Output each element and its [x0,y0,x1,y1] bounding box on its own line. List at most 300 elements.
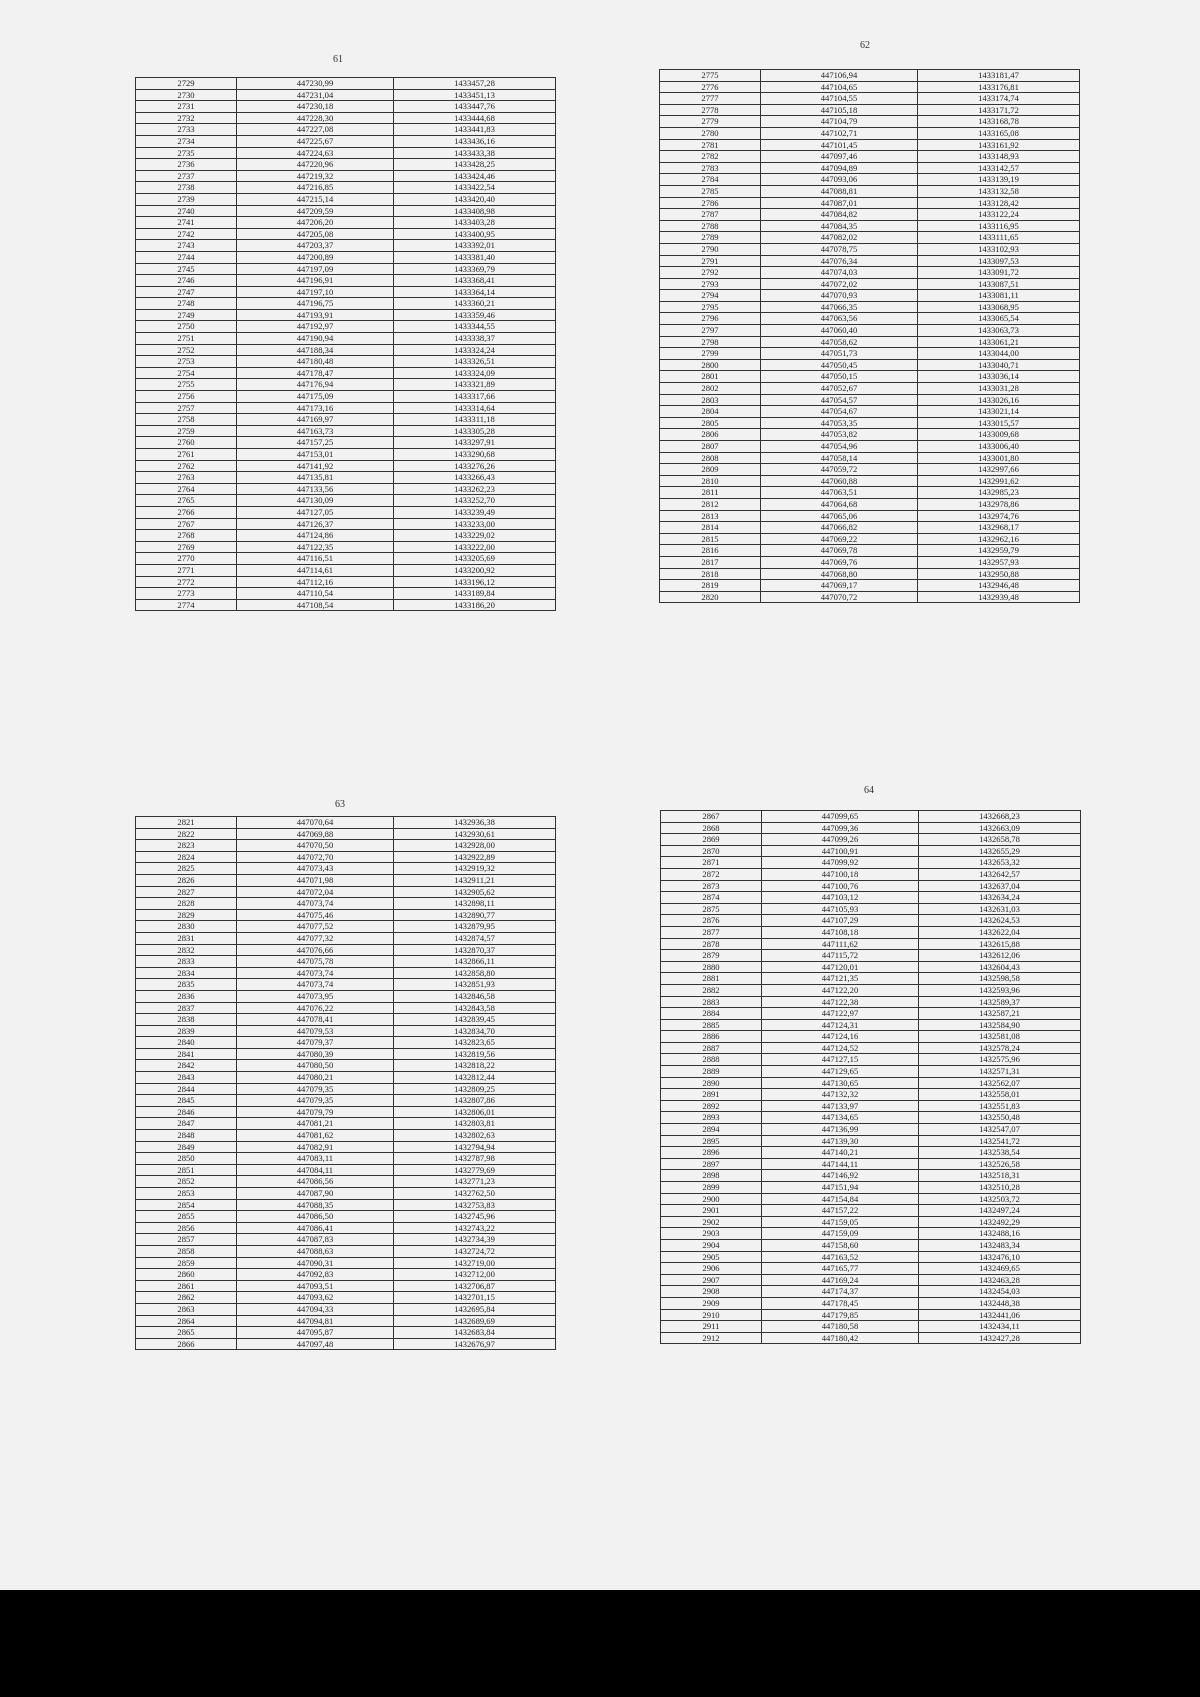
y-coordinate-cell: 1432622,04 [919,926,1081,938]
table-row [661,845,1081,857]
point-number-cell: 2839 [136,1025,237,1037]
table-row [660,301,1080,313]
table-row [661,1263,1081,1275]
x-coordinate-cell: 447153,01 [237,449,394,461]
y-coordinate-cell: 1432562,07 [919,1077,1081,1089]
y-coordinate-cell: 1432771,23 [394,1176,556,1188]
table-row [661,1147,1081,1159]
point-number-cell: 2816 [660,545,761,557]
table-row [136,217,556,229]
y-coordinate-cell: 1432807,86 [394,1095,556,1107]
point-number-cell: 2826 [136,874,237,886]
x-coordinate-cell: 447060,88 [761,475,918,487]
table-row [136,1315,556,1327]
x-coordinate-cell: 447086,50 [237,1211,394,1223]
y-coordinate-cell: 1432593,96 [919,984,1081,996]
table-row [136,460,556,472]
x-coordinate-cell: 447084,11 [237,1164,394,1176]
y-coordinate-cell: 1432762,50 [394,1188,556,1200]
x-coordinate-cell: 447080,21 [237,1072,394,1084]
page-number-63: 63 [335,799,345,810]
table-row [661,1124,1081,1136]
y-coordinate-cell: 1432939,48 [918,591,1080,603]
y-coordinate-cell: 1433297,91 [394,437,556,449]
y-coordinate-cell: 1432615,88 [919,938,1081,950]
x-coordinate-cell: 447169,24 [762,1274,919,1286]
table-row [136,886,556,898]
point-number-cell: 2877 [661,926,762,938]
x-coordinate-cell: 447107,29 [762,915,919,927]
y-coordinate-cell: 1433102,93 [918,243,1080,255]
point-number-cell: 2867 [661,811,762,823]
y-coordinate-cell: 1432978,86 [918,498,1080,510]
table-row [661,961,1081,973]
y-coordinate-cell: 1432724,72 [394,1245,556,1257]
y-coordinate-cell: 1432905,62 [394,886,556,898]
y-coordinate-cell: 1432469,65 [919,1263,1081,1275]
y-coordinate-cell: 1432890,77 [394,909,556,921]
y-coordinate-cell: 1432551,83 [919,1100,1081,1112]
point-number-cell: 2801 [660,371,761,383]
point-number-cell: 2881 [661,973,762,985]
x-coordinate-cell: 447206,20 [237,217,394,229]
point-number-cell: 2874 [661,892,762,904]
y-coordinate-cell: 1433161,92 [918,139,1080,151]
point-number-cell: 2824 [136,851,237,863]
table-row [136,1222,556,1234]
x-coordinate-cell: 447130,65 [762,1077,919,1089]
y-coordinate-cell: 1432879,95 [394,921,556,933]
table-row [136,483,556,495]
y-coordinate-cell: 1432870,37 [394,944,556,956]
table-row [136,159,556,171]
point-number-cell: 2823 [136,840,237,852]
point-number-cell: 2755 [136,379,237,391]
point-number-cell: 2735 [136,147,237,159]
y-coordinate-cell: 1433001,80 [918,452,1080,464]
x-coordinate-cell: 447071,98 [237,874,394,886]
point-number-cell: 2809 [660,464,761,476]
table-row [136,182,556,194]
table-row [136,909,556,921]
x-coordinate-cell: 447159,05 [762,1216,919,1228]
x-coordinate-cell: 447230,99 [237,78,394,90]
x-coordinate-cell: 447094,89 [761,162,918,174]
y-coordinate-cell: 1432488,16 [919,1228,1081,1240]
x-coordinate-cell: 447133,56 [237,483,394,495]
x-coordinate-cell: 447193,91 [237,309,394,321]
point-number-cell: 2813 [660,510,761,522]
x-coordinate-cell: 447099,36 [762,822,919,834]
point-number-cell: 2831 [136,932,237,944]
point-number-cell: 2818 [660,568,761,580]
y-coordinate-cell: 1433324,09 [394,367,556,379]
x-coordinate-cell: 447073,95 [237,990,394,1002]
table-row [136,1303,556,1315]
point-number-cell: 2817 [660,556,761,568]
point-number-cell: 2752 [136,344,237,356]
point-number-cell: 2898 [661,1170,762,1182]
y-coordinate-cell: 1433314,64 [394,402,556,414]
point-number-cell: 2757 [136,402,237,414]
x-coordinate-cell: 447059,72 [761,464,918,476]
y-coordinate-cell: 1433116,95 [918,220,1080,232]
table-row [661,1077,1081,1089]
y-coordinate-cell: 1432538,54 [919,1147,1081,1159]
table-row [136,286,556,298]
x-coordinate-cell: 447122,38 [762,996,919,1008]
table-row [660,116,1080,128]
point-number-cell: 2773 [136,588,237,600]
x-coordinate-cell: 447063,56 [761,313,918,325]
table-row [136,1188,556,1200]
y-coordinate-cell: 1432874,57 [394,932,556,944]
x-coordinate-cell: 447050,45 [761,359,918,371]
table-row [136,205,556,217]
table-row [661,1321,1081,1333]
y-coordinate-cell: 1432812,44 [394,1072,556,1084]
point-number-cell: 2855 [136,1211,237,1223]
x-coordinate-cell: 447124,16 [762,1031,919,1043]
y-coordinate-cell: 1432658,78 [919,834,1081,846]
table-row [661,1054,1081,1066]
table-row [136,1292,556,1304]
x-coordinate-cell: 447116,51 [237,553,394,565]
y-coordinate-cell: 1432676,97 [394,1338,556,1350]
x-coordinate-cell: 447124,31 [762,1019,919,1031]
x-coordinate-cell: 447174,37 [762,1286,919,1298]
x-coordinate-cell: 447188,34 [237,344,394,356]
x-coordinate-cell: 447072,02 [761,278,918,290]
y-coordinate-cell: 1433171,72 [918,104,1080,116]
x-coordinate-cell: 447122,35 [237,541,394,553]
point-number-cell: 2829 [136,909,237,921]
x-coordinate-cell: 447100,18 [762,868,919,880]
point-number-cell: 2859 [136,1257,237,1269]
x-coordinate-cell: 447120,01 [762,961,919,973]
y-coordinate-cell: 1433359,46 [394,309,556,321]
x-coordinate-cell: 447097,48 [237,1338,394,1350]
table-row [136,979,556,991]
y-coordinate-cell: 1432558,01 [919,1089,1081,1101]
x-coordinate-cell: 447069,76 [761,556,918,568]
x-coordinate-cell: 447072,04 [237,886,394,898]
y-coordinate-cell: 1432612,06 [919,950,1081,962]
y-coordinate-cell: 1432743,22 [394,1222,556,1234]
y-coordinate-cell: 1433400,95 [394,228,556,240]
table-row [136,135,556,147]
table-row [136,553,556,565]
y-coordinate-cell: 1433181,47 [918,70,1080,82]
point-number-cell: 2737 [136,170,237,182]
table-row [136,1002,556,1014]
y-coordinate-cell: 1432701,15 [394,1292,556,1304]
point-number-cell: 2747 [136,286,237,298]
point-number-cell: 2745 [136,263,237,275]
x-coordinate-cell: 447079,35 [237,1095,394,1107]
point-number-cell: 2894 [661,1124,762,1136]
table-row [660,220,1080,232]
y-coordinate-cell: 1433200,92 [394,564,556,576]
y-coordinate-cell: 1432991,62 [918,475,1080,487]
x-coordinate-cell: 447068,80 [761,568,918,580]
x-coordinate-cell: 447064,68 [761,498,918,510]
x-coordinate-cell: 447090,31 [237,1257,394,1269]
point-number-cell: 2758 [136,414,237,426]
scanner-black-band [0,1590,1200,1697]
table-row [660,162,1080,174]
table-row [661,996,1081,1008]
point-number-cell: 2804 [660,406,761,418]
x-coordinate-cell: 447110,54 [237,588,394,600]
y-coordinate-cell: 1433420,40 [394,193,556,205]
y-coordinate-cell: 1432683,84 [394,1327,556,1339]
point-number-cell: 2853 [136,1188,237,1200]
y-coordinate-cell: 1433392,01 [394,240,556,252]
x-coordinate-cell: 447079,35 [237,1083,394,1095]
x-coordinate-cell: 447077,32 [237,932,394,944]
table-row [136,956,556,968]
x-coordinate-cell: 447108,18 [762,926,919,938]
y-coordinate-cell: 1433424,46 [394,170,556,182]
x-coordinate-cell: 447163,73 [237,425,394,437]
x-coordinate-cell: 447080,39 [237,1048,394,1060]
x-coordinate-cell: 447104,55 [761,93,918,105]
point-number-cell: 2852 [136,1176,237,1188]
table-row [136,1037,556,1049]
point-number-cell: 2731 [136,101,237,113]
y-coordinate-cell: 1432634,24 [919,892,1081,904]
table-row [661,892,1081,904]
point-number-cell: 2862 [136,1292,237,1304]
table-row [136,1048,556,1060]
y-coordinate-cell: 1433403,28 [394,217,556,229]
point-number-cell: 2746 [136,275,237,287]
point-number-cell: 2734 [136,135,237,147]
x-coordinate-cell: 447054,57 [761,394,918,406]
y-coordinate-cell: 1432839,45 [394,1014,556,1026]
x-coordinate-cell: 447108,54 [237,599,394,611]
table-row [660,348,1080,360]
table-row [661,822,1081,834]
point-number-cell: 2833 [136,956,237,968]
coordinate-table-page-64 [660,810,1081,1344]
y-coordinate-cell: 1432637,04 [919,880,1081,892]
y-coordinate-cell: 1432497,24 [919,1205,1081,1217]
point-number-cell: 2888 [661,1054,762,1066]
point-number-cell: 2811 [660,487,761,499]
table-row [136,89,556,101]
x-coordinate-cell: 447227,08 [237,124,394,136]
y-coordinate-cell: 1432787,98 [394,1153,556,1165]
x-coordinate-cell: 447060,40 [761,325,918,337]
table-row [661,868,1081,880]
point-number-cell: 2892 [661,1100,762,1112]
x-coordinate-cell: 447114,61 [237,564,394,576]
y-coordinate-cell: 1432806,01 [394,1106,556,1118]
table-row [136,78,556,90]
point-number-cell: 2902 [661,1216,762,1228]
y-coordinate-cell: 1432526,58 [919,1158,1081,1170]
y-coordinate-cell: 1433068,95 [918,301,1080,313]
point-number-cell: 2908 [661,1286,762,1298]
y-coordinate-cell: 1433436,16 [394,135,556,147]
table-row [661,1066,1081,1078]
table-row [136,932,556,944]
y-coordinate-cell: 1433324,24 [394,344,556,356]
y-coordinate-cell: 1432858,80 [394,967,556,979]
x-coordinate-cell: 447052,67 [761,383,918,395]
table-row [136,1164,556,1176]
x-coordinate-cell: 447070,64 [237,817,394,829]
y-coordinate-cell: 1432454,03 [919,1286,1081,1298]
point-number-cell: 2794 [660,290,761,302]
x-coordinate-cell: 447105,93 [762,903,919,915]
y-coordinate-cell: 1433040,71 [918,359,1080,371]
x-coordinate-cell: 447104,79 [761,116,918,128]
x-coordinate-cell: 447136,99 [762,1124,919,1136]
point-number-cell: 2912 [661,1332,762,1344]
point-number-cell: 2785 [660,185,761,197]
y-coordinate-cell: 1432547,07 [919,1124,1081,1136]
y-coordinate-cell: 1432653,32 [919,857,1081,869]
y-coordinate-cell: 1432706,87 [394,1280,556,1292]
table-row [136,1141,556,1153]
point-number-cell: 2876 [661,915,762,927]
point-number-cell: 2893 [661,1112,762,1124]
table-row [136,101,556,113]
y-coordinate-cell: 1433428,25 [394,159,556,171]
table-row [660,359,1080,371]
point-number-cell: 2825 [136,863,237,875]
y-coordinate-cell: 1432668,23 [919,811,1081,823]
point-number-cell: 2884 [661,1008,762,1020]
table-row [661,1332,1081,1344]
point-number-cell: 2793 [660,278,761,290]
x-coordinate-cell: 447165,77 [762,1263,919,1275]
y-coordinate-cell: 1432434,11 [919,1321,1081,1333]
y-coordinate-cell: 1432962,16 [918,533,1080,545]
point-number-cell: 2743 [136,240,237,252]
y-coordinate-cell: 1433031,28 [918,383,1080,395]
point-number-cell: 2903 [661,1228,762,1240]
y-coordinate-cell: 1432689,69 [394,1315,556,1327]
x-coordinate-cell: 447103,12 [762,892,919,904]
table-row [136,541,556,553]
point-number-cell: 2763 [136,472,237,484]
y-coordinate-cell: 1433021,14 [918,406,1080,418]
table-row [136,379,556,391]
table-row [136,1014,556,1026]
y-coordinate-cell: 1433290,68 [394,449,556,461]
table-row [660,255,1080,267]
point-number-cell: 2760 [136,437,237,449]
point-number-cell: 2843 [136,1072,237,1084]
table-row [660,545,1080,557]
point-number-cell: 2848 [136,1130,237,1142]
point-number-cell: 2768 [136,530,237,542]
table-row [661,1286,1081,1298]
point-number-cell: 2870 [661,845,762,857]
x-coordinate-cell: 447219,32 [237,170,394,182]
x-coordinate-cell: 447073,74 [237,967,394,979]
table-row [136,251,556,263]
y-coordinate-cell: 1433311,18 [394,414,556,426]
x-coordinate-cell: 447054,67 [761,406,918,418]
point-number-cell: 2822 [136,828,237,840]
table-row [661,880,1081,892]
y-coordinate-cell: 1433205,69 [394,553,556,565]
table-row [136,599,556,611]
y-coordinate-cell: 1433222,00 [394,541,556,553]
y-coordinate-cell: 1432663,09 [919,822,1081,834]
x-coordinate-cell: 447087,90 [237,1188,394,1200]
point-number-cell: 2791 [660,255,761,267]
table-row [136,1153,556,1165]
x-coordinate-cell: 447069,78 [761,545,918,557]
x-coordinate-cell: 447102,71 [761,127,918,139]
table-row [136,367,556,379]
y-coordinate-cell: 1433447,76 [394,101,556,113]
x-coordinate-cell: 447224,63 [237,147,394,159]
y-coordinate-cell: 1433262,23 [394,483,556,495]
table-row [136,588,556,600]
x-coordinate-cell: 447176,94 [237,379,394,391]
point-number-cell: 2875 [661,903,762,915]
y-coordinate-cell: 1433061,21 [918,336,1080,348]
point-number-cell: 2900 [661,1193,762,1205]
y-coordinate-cell: 1432575,96 [919,1054,1081,1066]
table-row [660,243,1080,255]
table-row [136,391,556,403]
point-number-cell: 2878 [661,938,762,950]
point-number-cell: 2798 [660,336,761,348]
point-number-cell: 2865 [136,1327,237,1339]
x-coordinate-cell: 447158,60 [762,1239,919,1251]
x-coordinate-cell: 447084,82 [761,209,918,221]
y-coordinate-cell: 1432809,25 [394,1083,556,1095]
y-coordinate-cell: 1433266,43 [394,472,556,484]
x-coordinate-cell: 447078,41 [237,1014,394,1026]
table-row [660,498,1080,510]
x-coordinate-cell: 447178,45 [762,1297,919,1309]
x-coordinate-cell: 447053,35 [761,417,918,429]
y-coordinate-cell: 1433165,08 [918,127,1080,139]
y-coordinate-cell: 1432997,66 [918,464,1080,476]
y-coordinate-cell: 1432518,31 [919,1170,1081,1182]
point-number-cell: 2830 [136,921,237,933]
y-coordinate-cell: 1433381,40 [394,251,556,263]
y-coordinate-cell: 1433174,74 [918,93,1080,105]
table-row [660,464,1080,476]
point-number-cell: 2895 [661,1135,762,1147]
point-number-cell: 2788 [660,220,761,232]
table-row [660,533,1080,545]
point-number-cell: 2799 [660,348,761,360]
table-row [660,568,1080,580]
y-coordinate-cell: 1433189,84 [394,588,556,600]
point-number-cell: 2764 [136,483,237,495]
table-row [136,1245,556,1257]
point-number-cell: 2782 [660,151,761,163]
y-coordinate-cell: 1432985,23 [918,487,1080,499]
x-coordinate-cell: 447220,96 [237,159,394,171]
point-number-cell: 2909 [661,1297,762,1309]
table-row [660,185,1080,197]
y-coordinate-cell: 1432846,58 [394,990,556,1002]
point-number-cell: 2840 [136,1037,237,1049]
coordinate-table-page-63 [135,816,556,1350]
